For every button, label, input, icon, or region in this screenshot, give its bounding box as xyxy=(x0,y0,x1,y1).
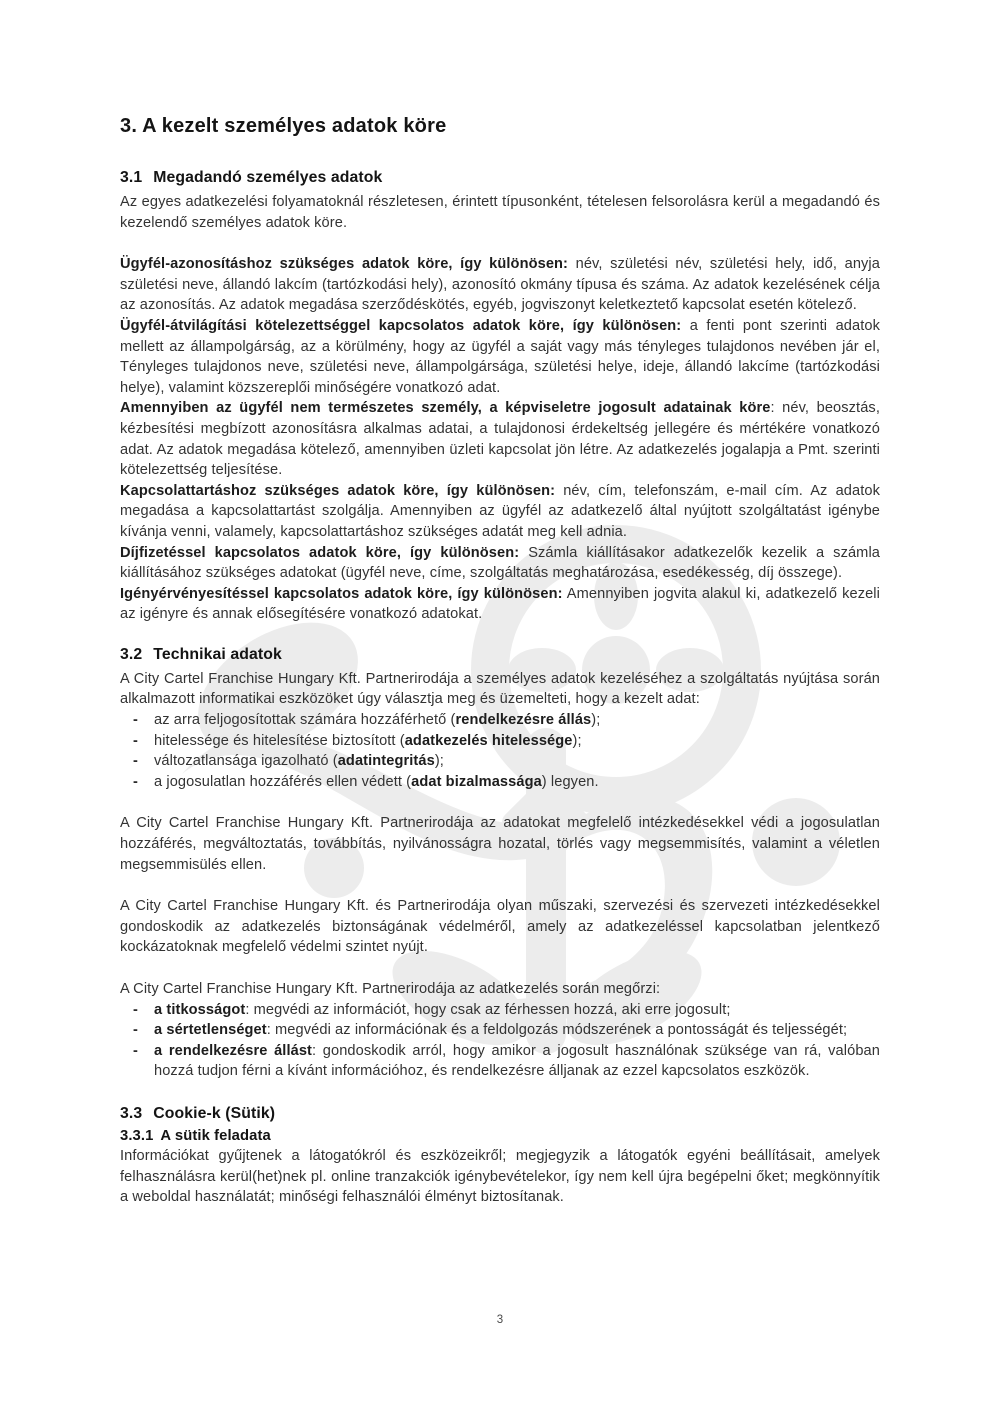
data-scope-paragraph xyxy=(120,543,880,584)
section-3-1-intro-paragraph: Az egyes adatkezelési folyamatoknál részletesen, érintett típusonként, tételesen felsorolásra kerül a megadandó és kezelendő személyes adatok köre. xyxy=(120,194,880,231)
dash-bullet-icon: - xyxy=(133,732,138,749)
cookies-paragraph: Információkat gyűjtenek a látogatókról és eszközeikről; megjegyzik a látogatók egyéni beállításait, amelyek felhasználásra kerül(het)nek pl. online tranzakciók igénybevételekor, így nem kell újra begépelni őket; megkönnyítik a weboldal használatát; minőségi felhasználói élményt biztosítanak. xyxy=(120,1147,880,1206)
list-item xyxy=(120,710,880,731)
dash-bullet-icon: - xyxy=(133,1022,138,1039)
list-item xyxy=(120,1020,880,1041)
bullet-bold: a rendelkezésre állást xyxy=(154,1042,313,1059)
bullet-text: hitelessége és hitelesítése biztosított ( xyxy=(154,732,405,749)
bullet-text: ); xyxy=(591,712,601,729)
data-scope-paragraph xyxy=(120,481,880,543)
list-item xyxy=(120,772,880,793)
document-content xyxy=(120,114,880,1208)
section-3-3-number: 3.3 xyxy=(120,1104,143,1122)
dash-bullet-icon: - xyxy=(133,753,138,770)
section-3-3-heading xyxy=(120,1104,880,1124)
data-scope-paragraph xyxy=(120,254,880,316)
bullet-text: a jogosulatlan hozzáférés ellen védett ( xyxy=(154,773,412,790)
list-item xyxy=(120,1000,880,1021)
list-item xyxy=(120,1041,880,1082)
data-scope-paragraph xyxy=(120,398,880,480)
data-scope-text: név, cím, telefonszám, e-mail cím. Az adatok megadása a kapcsolattartást szolgálja. Amennyiben az ügyfél az adatkezelő által nyújtott szolgáltatást igénybe kívánja venni, valamely, kapcsolattartáshoz szükséges adatát meg kell adnia. xyxy=(120,482,880,540)
data-scope-text: név, születési név, születési hely, idő, anyja születési neve, állandó lakcím (tartózkodási hely), azonosító okmány típusa és száma. Az adatok kezelésének célja az azonosítás. Az adatok megadása szerződéskötés, egyéb, jogviszonyt keletkeztető kapcsolat esetén kötelező. xyxy=(120,256,880,314)
bullet-bold: adatkezelés hitelessége xyxy=(404,732,573,749)
bullet-text: : megvédi az információnak és a feldolgozás módszerének a pontosságát és teljességét; xyxy=(266,1022,848,1039)
bullet-bold: adatintegritás xyxy=(337,753,435,770)
section-3-1-number: 3.1 xyxy=(120,169,143,186)
section-3-3-title: Cookie-k (Sütik) xyxy=(153,1104,276,1122)
section-3-3-1-title: A sütik feladata xyxy=(160,1127,271,1144)
page-title: 3. A kezelt személyes adatok köre xyxy=(120,115,447,137)
bullet-text: : gondoskodik arról, hogy amikor a jogosult használónak szüksége van rá, valóban hozzá tudjon férni a kívánt információhoz, és rendelkezésre álljanak az ezzel kapcsolatos eszközök. xyxy=(154,1042,880,1080)
section-3-3-1-heading xyxy=(120,1127,880,1146)
bullet-text: az arra feljogosítottak számára hozzáférhető ( xyxy=(154,712,456,729)
bullet-text: ); xyxy=(434,753,444,770)
bullet-text: : megvédi az információt, hogy csak az férhessen hozzá, aki erre jogosult; xyxy=(245,1001,731,1018)
data-scope-text: Számla kiállításakor adatkezelők kezelik a számla kiállításához szükséges adatokat (ügyfél neve, címe, szolgáltatás meghatározása, esedékesség, díj összege). xyxy=(120,544,880,582)
data-scope-lead: Ügyfél-azonosításhoz szükséges adatok köre, így különösen: xyxy=(120,256,569,273)
bullet-bold: a sértetlenséget xyxy=(154,1022,267,1039)
data-scope-lead: Díjfizetéssel kapcsolatos adatok köre, így különösen: xyxy=(120,544,520,561)
section-3-2-intro-paragraph: A City Cartel Franchise Hungary Kft. Partnerirodája a személyes adatok kezeléséhez a szolgáltatás nyújtása során alkalmazott informatikai eszközöket úgy választja meg és üzemelteti, hogy a kezelt adat: xyxy=(120,670,880,708)
section-3-1-title: Megadandó személyes adatok xyxy=(153,169,383,186)
bullet-text: változatlansága igazolható ( xyxy=(154,753,338,770)
page-number: 3 xyxy=(496,1314,504,1326)
data-scope-paragraph xyxy=(120,584,880,625)
dash-bullet-icon: - xyxy=(133,1001,138,1018)
bullet-bold: a titkosságot xyxy=(154,1001,246,1018)
dash-bullet-icon: - xyxy=(133,773,138,790)
preserve-intro-paragraph: A City Cartel Franchise Hungary Kft. Partnerirodája az adatkezelés során megőrzi: xyxy=(120,981,661,997)
measures-paragraph: A City Cartel Franchise Hungary Kft. és Partnerirodája olyan műszaki, szervezési és szervezeti intézkedésekkel gondoskodik az adatkezelés biztonságának védelméről, amely az adatkezeléssel kapcsolatban jelentkező kockázatoknak megfelelő védelmi szintet nyújt. xyxy=(120,898,880,956)
section-3-3-1-number: 3.3.1 xyxy=(120,1127,154,1144)
data-scope-text: a fenti pont szerinti adatok mellett az állampolgárság, az a körülmény, hogy az ügyfél a saját vagy más tényleges tulajdonos nevében jár el, Tényleges tulajdonos neve, születési neve, állampolgársága, születési helye, ideje, állandó lakcíme (tartózkodási helye), valamint közszereplői minőségére vonatkozó adat. xyxy=(120,317,880,396)
data-scope-text: Amennyiben jogvita alakul ki, adatkezelő kezeli az igényre és annak elősegítésére vonatkozó adatokat. xyxy=(120,585,880,623)
bullet-text: ) legyen. xyxy=(541,773,599,790)
protection-paragraph: A City Cartel Franchise Hungary Kft. Partnerirodája az adatokat megfelelő intézkedésekkel védi a jogosulatlan hozzáférés, megváltoztatás, továbbítás, nyilvánosságra hozatal, törlés vagy megsemmisítés, valamint a véletlen megsemmisülés ellen. xyxy=(120,815,880,873)
bullet-bold: rendelkezésre állás xyxy=(455,712,592,729)
bullet-bold: adat bizalmassága xyxy=(411,773,542,790)
data-scope-lead: Amennyiben az ügyfél nem természetes személy, a képviseletre jogosult adatainak köre xyxy=(120,400,771,417)
data-scope-lead: Igényérvényesítéssel kapcsolatos adatok köre, így különösen: xyxy=(120,585,563,602)
list-item xyxy=(120,731,880,752)
data-scope-paragraph xyxy=(120,316,880,398)
data-scope-lead: Ügyfél-átvilágítási kötelezettséggel kapcsolatos adatok köre, így különösen: xyxy=(120,317,682,334)
data-scope-text: : név, beosztás, kézbesítési megbízott azonosításra alkalmas adatai, a tulajdonosi érdekeltség jellegére és mértékére vonatkozó adat. Az adatok megadása kötelező, amennyiben üzleti kapcsolat jön létre. Az adatkezelés jogalapja a Pmt. szerinti kötelezettség teljesítése. xyxy=(120,400,880,479)
dash-bullet-icon: - xyxy=(133,1042,138,1059)
section-3-2-title: Technikai adatok xyxy=(153,645,282,663)
data-scope-lead: Kapcsolattartáshoz szükséges adatok köre, így különösen: xyxy=(120,482,556,499)
section-3-1-heading xyxy=(120,168,880,188)
section-3-2-heading xyxy=(120,645,880,665)
bullet-text: ); xyxy=(572,732,582,749)
dash-bullet-icon: - xyxy=(133,712,138,729)
section-3-2-number: 3.2 xyxy=(120,645,143,663)
list-item xyxy=(120,751,880,772)
